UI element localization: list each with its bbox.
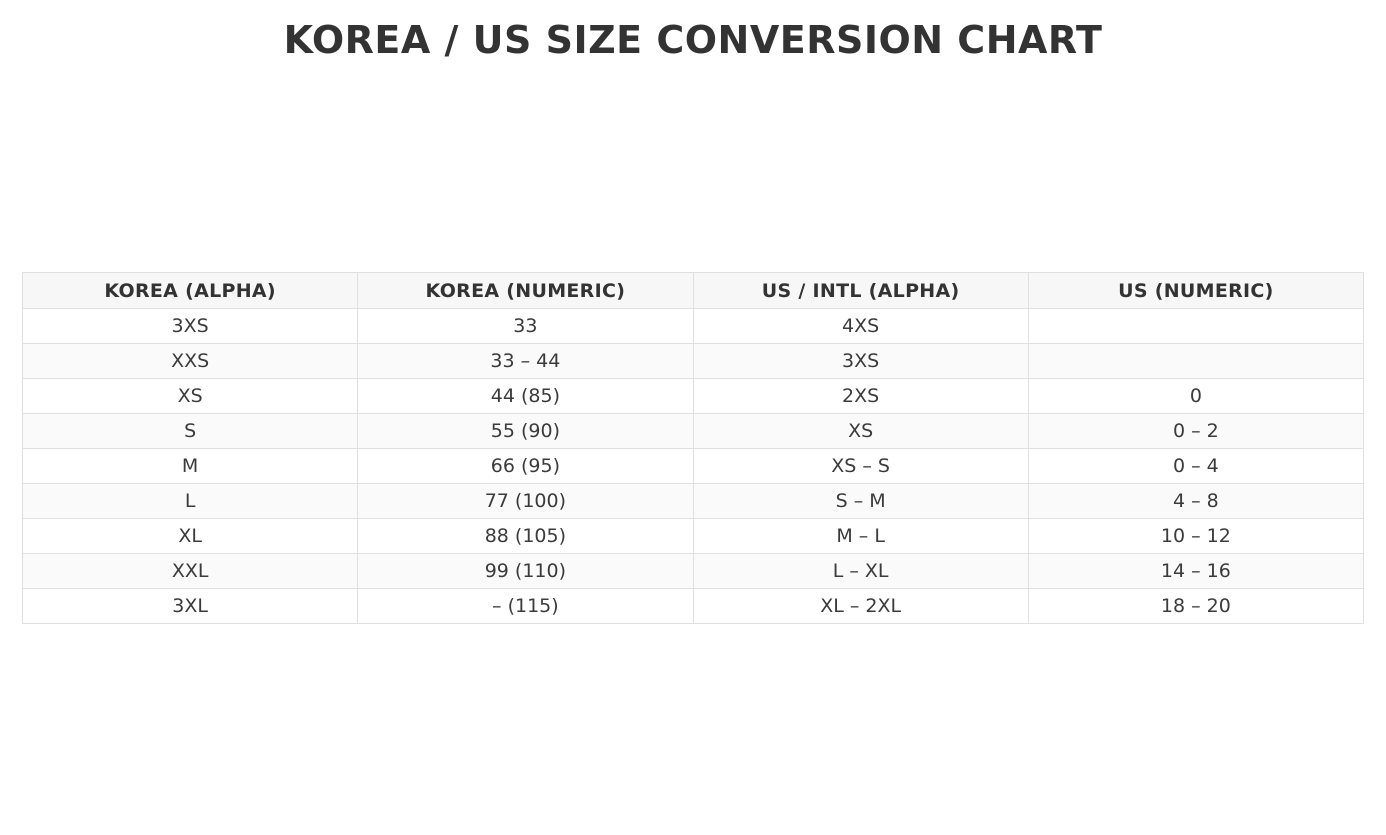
cell-us-intl-alpha: XS: [693, 414, 1028, 449]
cell-us-numeric: 0 – 2: [1028, 414, 1363, 449]
cell-korea-numeric: 66 (95): [358, 449, 693, 484]
cell-korea-alpha: 3XL: [23, 589, 358, 624]
page-title: KOREA / US SIZE CONVERSION CHART: [283, 18, 1103, 62]
column-header-us-intl-alpha: US / INTL (ALPHA): [693, 273, 1028, 309]
cell-us-intl-alpha: 4XS: [693, 309, 1028, 344]
cell-korea-numeric: 33 – 44: [358, 344, 693, 379]
cell-us-intl-alpha: XL – 2XL: [693, 589, 1028, 624]
table-row: [23, 309, 1364, 344]
cell-us-numeric: 14 – 16: [1028, 554, 1363, 589]
table-body: [23, 309, 1364, 624]
table-row: [23, 344, 1364, 379]
cell-korea-alpha: S: [23, 414, 358, 449]
cell-korea-numeric: 33: [358, 309, 693, 344]
table-row: [23, 379, 1364, 414]
cell-us-numeric: 0: [1028, 379, 1363, 414]
column-header-korea-alpha: KOREA (ALPHA): [23, 273, 358, 309]
cell-korea-numeric: 44 (85): [358, 379, 693, 414]
table-row: [23, 484, 1364, 519]
cell-us-intl-alpha: S – M: [693, 484, 1028, 519]
cell-korea-numeric: 77 (100): [358, 484, 693, 519]
cell-korea-numeric: 55 (90): [358, 414, 693, 449]
table-row: [23, 554, 1364, 589]
cell-korea-numeric: – (115): [358, 589, 693, 624]
cell-us-numeric: 10 – 12: [1028, 519, 1363, 554]
cell-us-intl-alpha: 2XS: [693, 379, 1028, 414]
table-row: [23, 519, 1364, 554]
cell-korea-alpha: L: [23, 484, 358, 519]
cell-us-intl-alpha: L – XL: [693, 554, 1028, 589]
size-chart-container: [22, 272, 1364, 624]
cell-us-numeric: 4 – 8: [1028, 484, 1363, 519]
cell-korea-alpha: 3XS: [23, 309, 358, 344]
cell-korea-alpha: XS: [23, 379, 358, 414]
table-row: [23, 589, 1364, 624]
cell-korea-alpha: XXL: [23, 554, 358, 589]
cell-us-numeric: [1028, 309, 1363, 344]
column-header-us-numeric: US (NUMERIC): [1028, 273, 1363, 309]
cell-us-intl-alpha: XS – S: [693, 449, 1028, 484]
table-row: [23, 449, 1364, 484]
table-row: [23, 414, 1364, 449]
cell-korea-alpha: XL: [23, 519, 358, 554]
table-header-row: [23, 273, 1364, 309]
cell-us-numeric: 0 – 4: [1028, 449, 1363, 484]
cell-us-numeric: [1028, 344, 1363, 379]
size-conversion-table: [22, 272, 1364, 624]
cell-korea-alpha: M: [23, 449, 358, 484]
table-header: [23, 273, 1364, 309]
cell-korea-numeric: 88 (105): [358, 519, 693, 554]
cell-us-intl-alpha: M – L: [693, 519, 1028, 554]
cell-korea-alpha: XXS: [23, 344, 358, 379]
column-header-korea-numeric: KOREA (NUMERIC): [358, 273, 693, 309]
cell-us-intl-alpha: 3XS: [693, 344, 1028, 379]
cell-korea-numeric: 99 (110): [358, 554, 693, 589]
cell-us-numeric: 18 – 20: [1028, 589, 1363, 624]
